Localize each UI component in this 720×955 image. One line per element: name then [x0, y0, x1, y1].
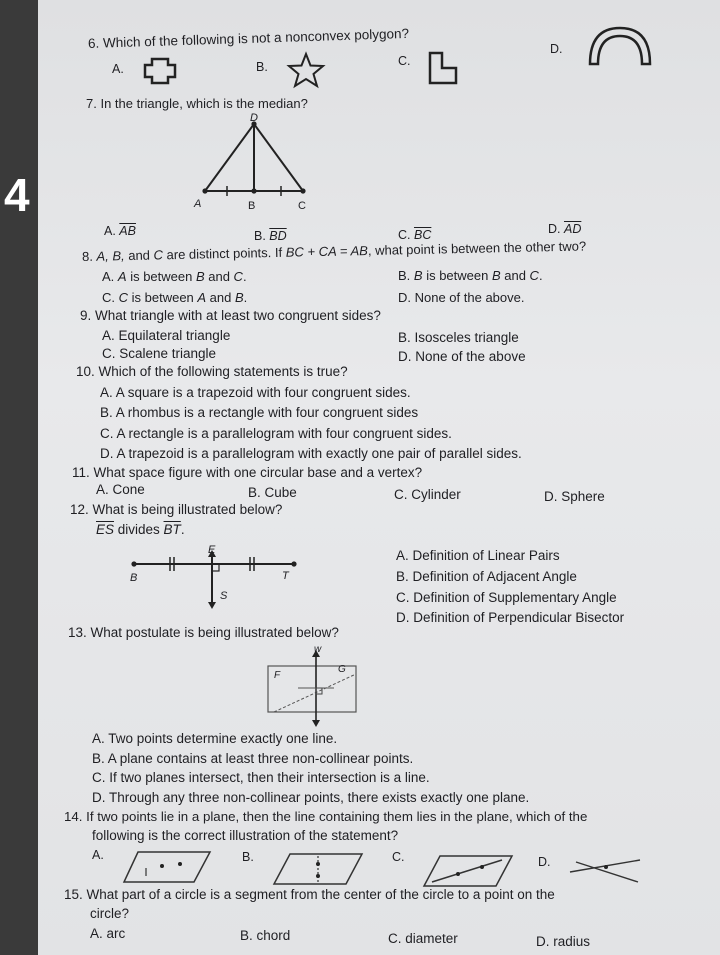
q12-option-c: C. Definition of Supplementary Angle: [396, 590, 617, 605]
q13-option-c: C. If two planes intersect, then their intersection is a line.: [92, 770, 430, 785]
q14-option-b-label: B.: [242, 850, 254, 864]
q6-option-d-label: D.: [550, 42, 563, 56]
q7-label-d: D: [250, 112, 258, 124]
page-number: 4: [4, 169, 30, 221]
q9-option-d: D. None of the above: [398, 349, 526, 364]
q7-triangle-figure: [193, 114, 313, 214]
q6-option-b-label: B.: [256, 60, 268, 74]
q14-option-c-plane: [422, 852, 516, 890]
q12-label-b: B: [130, 572, 138, 584]
q6-option-d-arch-shape: [586, 24, 654, 68]
q13-label-g: G: [338, 664, 346, 675]
q14-stem-line1: 14. If two points lie in a plane, then the line containing them lies in the plane, which of the: [64, 809, 588, 824]
q8-option-a: A. A is between B and C.: [102, 269, 247, 284]
q10-option-c: C. A rectangle is a parallelogram with four congruent sides.: [100, 426, 452, 441]
q12-given: $\overline{ES}$ divides $\overline{BT}$.: [96, 522, 185, 537]
q13-option-a: A. Two points determine exactly one line.: [92, 731, 338, 746]
q9-option-b: B. Isosceles triangle: [398, 330, 519, 345]
q12-option-d: D. Definition of Perpendicular Bisector: [396, 610, 625, 625]
q7-option-a: A. $\overline{AB}$: [104, 224, 136, 238]
q7-option-d: D. $\overline{AD}$: [548, 222, 582, 236]
q14-option-b-plane: [272, 850, 366, 888]
q10-option-a: A. A square is a trapezoid with four congruent sides.: [100, 385, 411, 400]
q10-option-b: B. A rhombus is a rectangle with four congruent sides: [100, 405, 419, 420]
q6-option-c-label: C.: [398, 54, 411, 68]
q14-option-a-plane: [122, 848, 214, 886]
q6-stem: 6. Which of the following is not a nonconvex polygon?: [87, 25, 410, 51]
q10-option-d: D. A trapezoid is a parallelogram with exactly one pair of parallel sides.: [100, 446, 522, 461]
q9-stem: 9. What triangle with at least two congruent sides?: [80, 308, 381, 323]
q12-bisector-figure: [126, 548, 306, 614]
q13-option-d: D. Through any three non-collinear points, there exists exactly one plane.: [92, 790, 530, 805]
q6-option-a-cross-shape: [142, 56, 180, 86]
q7-stem: 7. In the triangle, which is the median?: [86, 96, 308, 111]
q15-option-d: D. radius: [536, 934, 591, 949]
q15-option-c: C. diameter: [388, 931, 458, 946]
q8-option-d: D. None of the above.: [398, 290, 525, 305]
q12-label-s: S: [220, 590, 228, 602]
q14-stem-line2: following is the correct illustration of the statement?: [92, 828, 399, 843]
q7-label-a: A: [194, 198, 202, 210]
q13-label-f: F: [274, 670, 281, 681]
q12-option-a: A. Definition of Linear Pairs: [396, 548, 560, 563]
q13-label-w: w: [314, 644, 322, 655]
q14-option-a-label: A.: [92, 848, 104, 862]
q11-stem: 11. What space figure with one circular base and a vertex?: [72, 465, 423, 480]
q11-option-a: A. Cone: [96, 482, 145, 497]
q8-option-b: B. B is between B and C.: [398, 268, 543, 283]
q12-stem: 12. What is being illustrated below?: [70, 502, 283, 517]
q12-label-e: E: [208, 544, 216, 556]
q15-option-a: A. arc: [90, 926, 126, 941]
q8-stem: 8. A, B, and C are distinct points. If BC + CA = AB, what point is between the other two?: [81, 238, 587, 264]
q7-label-b: B: [248, 200, 256, 212]
q10-stem: 10. Which of the following statements is true?: [76, 364, 348, 379]
q7-label-c: C: [298, 200, 306, 212]
q15-stem-line2: circle?: [90, 906, 130, 921]
q7-option-b: B. $\overline{BD}$: [254, 229, 287, 243]
q13-stem: 13. What postulate is being illustrated below?: [68, 625, 339, 640]
q14-option-d-label: D.: [538, 855, 551, 869]
q15-stem-line1: 15. What part of a circle is a segment from the center of the circle to a point on the: [64, 887, 555, 902]
q11-option-b: B. Cube: [248, 485, 297, 500]
q6-option-c-l-shape: [426, 50, 460, 86]
q7-option-c: C. $\overline{BC}$: [398, 228, 432, 242]
q13-option-b: B. A plane contains at least three non-collinear points.: [92, 751, 414, 766]
q6-option-b-star-shape: [286, 52, 326, 88]
q14-option-c-label: C.: [392, 850, 405, 864]
q11-option-d: D. Sphere: [544, 489, 605, 504]
q12-option-b: B. Definition of Adjacent Angle: [396, 569, 577, 584]
q9-option-c: C. Scalene triangle: [102, 346, 217, 361]
q9-option-a: A. Equilateral triangle: [102, 328, 231, 343]
q8-option-c: C. C is between A and B.: [102, 290, 248, 305]
q6-option-a-label: A.: [112, 62, 124, 76]
q11-option-c: C. Cylinder: [394, 487, 461, 502]
q14-option-d-lines: [566, 852, 646, 888]
worksheet-page: [38, 0, 720, 955]
q13-planes-figure: [264, 648, 364, 728]
q15-option-b: B. chord: [240, 928, 291, 943]
q12-label-t: T: [282, 570, 289, 582]
